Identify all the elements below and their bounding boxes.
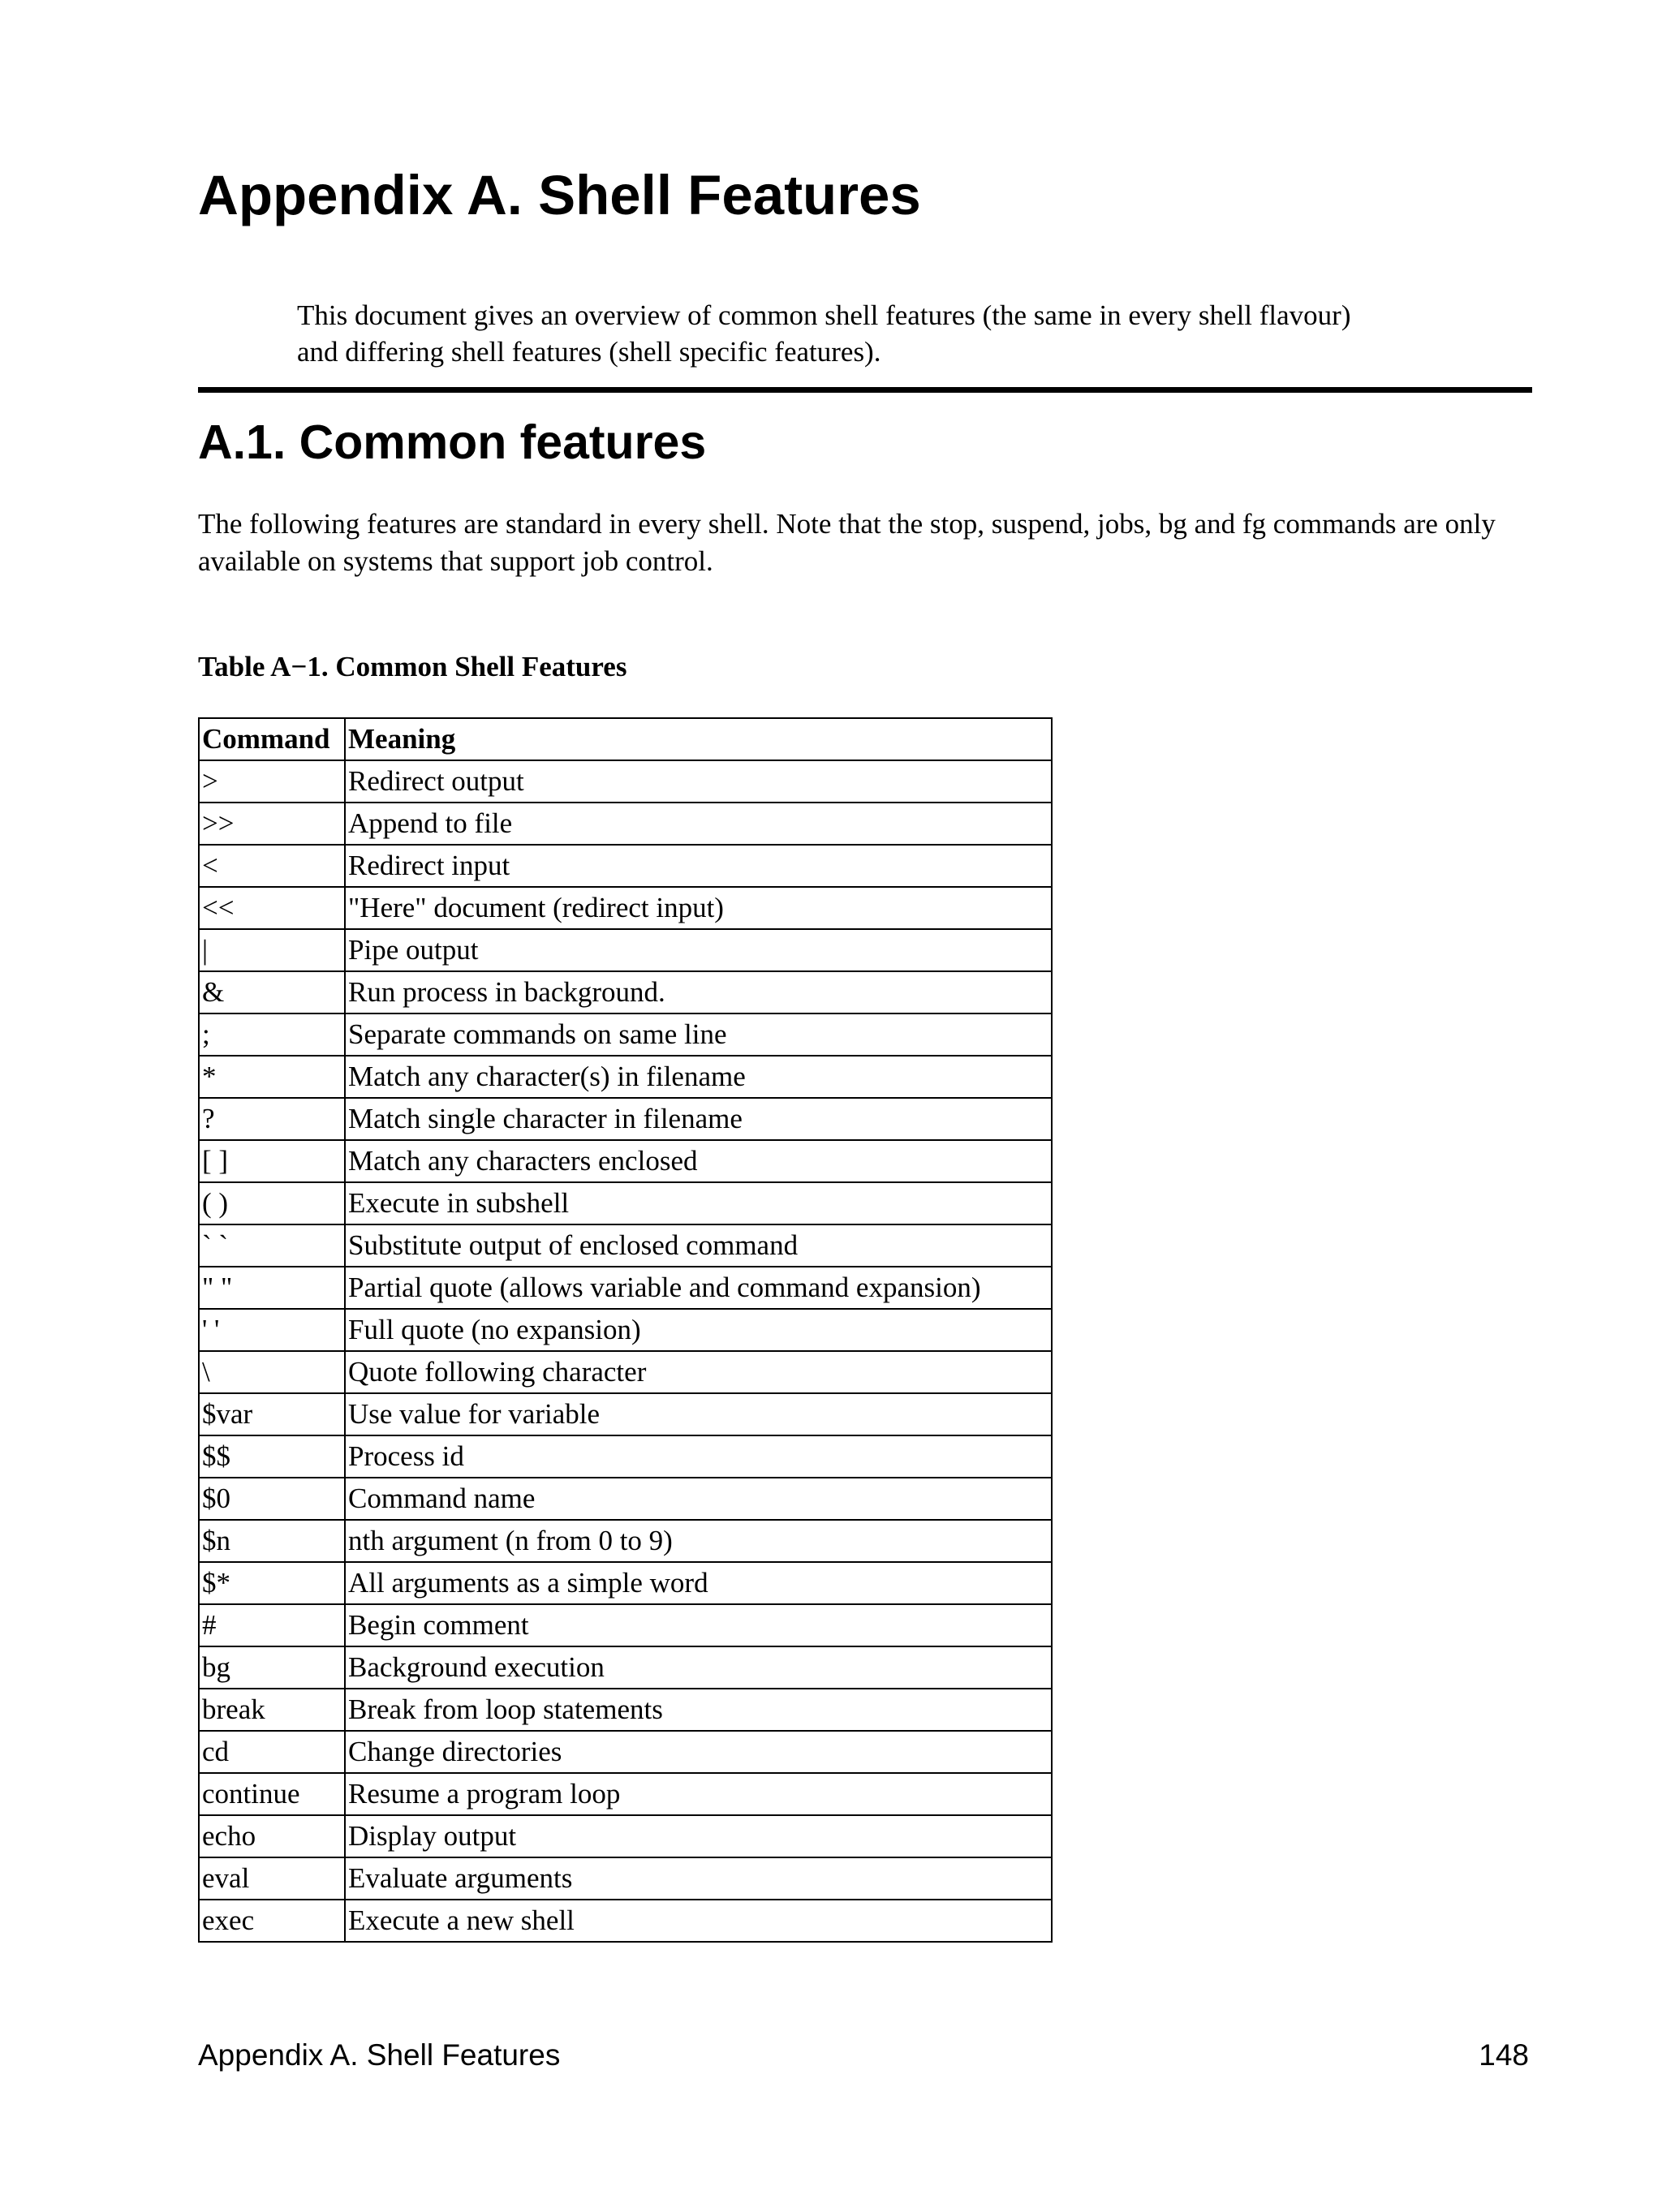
command-cell: continue: [199, 1773, 345, 1815]
meaning-cell: Substitute output of enclosed command: [345, 1224, 1052, 1267]
meaning-cell: Redirect input: [345, 845, 1052, 887]
command-cell: &: [199, 971, 345, 1013]
command-cell: cd: [199, 1731, 345, 1773]
meaning-cell: Partial quote (allows variable and command expansion): [345, 1267, 1052, 1309]
table-row: [199, 1815, 1052, 1857]
table-row: [199, 1435, 1052, 1478]
meaning-cell: Command name: [345, 1478, 1052, 1520]
command-cell: $n: [199, 1520, 345, 1562]
command-cell: eval: [199, 1857, 345, 1900]
table-row: [199, 1098, 1052, 1140]
column-header-command: Command: [199, 718, 345, 760]
table-row: [199, 1182, 1052, 1224]
abstract-line: and differing shell features (shell specific features).: [297, 336, 881, 368]
table-row: [199, 1604, 1052, 1646]
command-cell: <<: [199, 887, 345, 929]
table-row: [199, 803, 1052, 845]
table-row: [199, 1351, 1052, 1393]
command-cell: <: [199, 845, 345, 887]
table-row: [199, 1731, 1052, 1773]
table-row: [199, 760, 1052, 803]
command-cell: >>: [199, 803, 345, 845]
command-cell: ' ': [199, 1309, 345, 1351]
table-row: [199, 971, 1052, 1013]
table-body: [199, 760, 1052, 1942]
table-row: [199, 1393, 1052, 1435]
command-cell: bg: [199, 1646, 345, 1689]
table-row: [199, 1773, 1052, 1815]
command-cell: $var: [199, 1393, 345, 1435]
command-cell: $$: [199, 1435, 345, 1478]
meaning-cell: Display output: [345, 1815, 1052, 1857]
table-row: [199, 1013, 1052, 1056]
table-row: [199, 1224, 1052, 1267]
table-row: [199, 1056, 1052, 1098]
meaning-cell: Quote following character: [345, 1351, 1052, 1393]
command-cell: break: [199, 1689, 345, 1731]
meaning-cell: Match any character(s) in filename: [345, 1056, 1052, 1098]
table-row: [199, 1309, 1052, 1351]
table-row: [199, 1900, 1052, 1942]
meaning-cell: "Here" document (redirect input): [345, 887, 1052, 929]
abstract-line: This document gives an overview of common shell features (the same in every shell flavour): [297, 299, 1351, 331]
command-cell: " ": [199, 1267, 345, 1309]
command-cell: #: [199, 1604, 345, 1646]
command-cell: ;: [199, 1013, 345, 1056]
section-divider: [198, 387, 1532, 393]
command-cell: ?: [199, 1098, 345, 1140]
command-cell: >: [199, 760, 345, 803]
table-caption: Table A−1. Common Shell Features: [198, 651, 627, 682]
intro-paragraph: The following features are standard in every shell. Note that the stop, suspend, jobs, bg and fg commands are only available on systems that support job control.: [198, 508, 1496, 577]
command-cell: exec: [199, 1900, 345, 1942]
command-cell: echo: [199, 1815, 345, 1857]
meaning-cell: Use value for variable: [345, 1393, 1052, 1435]
table-row: [199, 1857, 1052, 1900]
table-row: [199, 887, 1052, 929]
meaning-cell: Resume a program loop: [345, 1773, 1052, 1815]
table-header-row: [199, 718, 1052, 760]
meaning-cell: Evaluate arguments: [345, 1857, 1052, 1900]
meaning-cell: Begin comment: [345, 1604, 1052, 1646]
command-cell: ` `: [199, 1224, 345, 1267]
meaning-cell: Redirect output: [345, 760, 1052, 803]
footer-title: Appendix A. Shell Features: [198, 2038, 561, 2072]
meaning-cell: Background execution: [345, 1646, 1052, 1689]
abstract: [297, 297, 1563, 370]
chapter-title: Appendix A. Shell Features: [198, 164, 921, 226]
meaning-cell: All arguments as a simple word: [345, 1562, 1052, 1604]
table-row: [199, 1562, 1052, 1604]
meaning-cell: Match any characters enclosed: [345, 1140, 1052, 1182]
table-row: [199, 1646, 1052, 1689]
command-cell: |: [199, 929, 345, 971]
table-row: [199, 929, 1052, 971]
meaning-cell: Change directories: [345, 1731, 1052, 1773]
meaning-cell: Run process in background.: [345, 971, 1052, 1013]
meaning-cell: Execute a new shell: [345, 1900, 1052, 1942]
command-cell: [ ]: [199, 1140, 345, 1182]
meaning-cell: Full quote (no expansion): [345, 1309, 1052, 1351]
meaning-cell: Break from loop statements: [345, 1689, 1052, 1731]
meaning-cell: Pipe output: [345, 929, 1052, 971]
command-cell: *: [199, 1056, 345, 1098]
column-header-meaning: Meaning: [345, 718, 1052, 760]
table-row: [199, 1520, 1052, 1562]
command-cell: $0: [199, 1478, 345, 1520]
meaning-cell: Process id: [345, 1435, 1052, 1478]
meaning-cell: nth argument (n from 0 to 9): [345, 1520, 1052, 1562]
common-features-table: [198, 717, 1053, 1943]
table-row: [199, 1689, 1052, 1731]
command-cell: $*: [199, 1562, 345, 1604]
page-number: 148: [1479, 2038, 1529, 2072]
table-row: [199, 1140, 1052, 1182]
table-row: [199, 845, 1052, 887]
section-title: A.1. Common features: [198, 415, 707, 469]
meaning-cell: Append to file: [345, 803, 1052, 845]
command-cell: ( ): [199, 1182, 345, 1224]
meaning-cell: Match single character in filename: [345, 1098, 1052, 1140]
command-cell: \: [199, 1351, 345, 1393]
table-row: [199, 1267, 1052, 1309]
meaning-cell: Execute in subshell: [345, 1182, 1052, 1224]
meaning-cell: Separate commands on same line: [345, 1013, 1052, 1056]
table-row: [199, 1478, 1052, 1520]
